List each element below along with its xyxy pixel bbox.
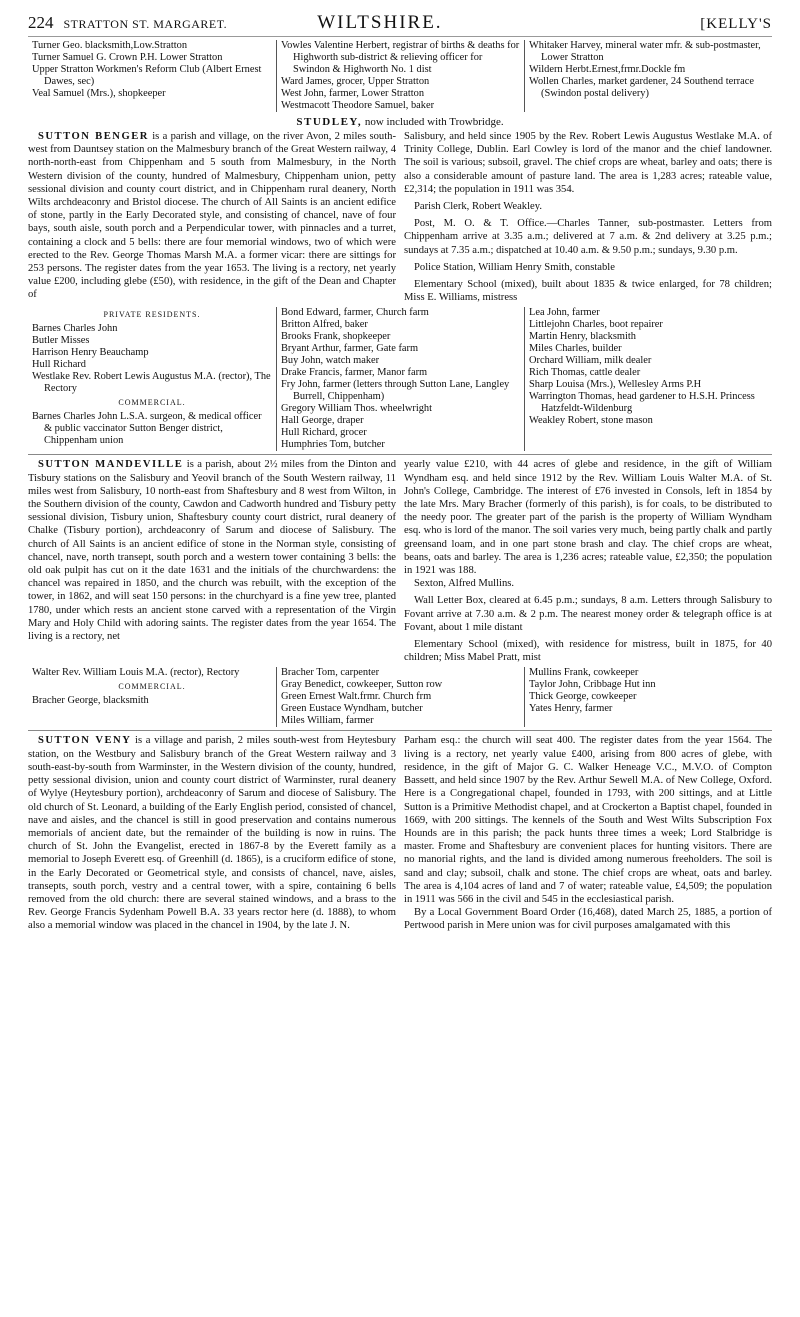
list-item: Green Eustace Wyndham, butcher — [281, 703, 423, 715]
police-station: Police Station, William Henry Smith, constable — [414, 261, 615, 273]
wall-letter-box: Wall Letter Box, cleared at 6.45 p.m.; sundays, 8 a.m. Letters through Salisbury to Fovant arrive at 7.30 a.m. & 2 p.m. The nearest money order & telegraph office is at Fovant, about 1 mile distant — [404, 595, 772, 633]
list-item: Britton Alfred, baker — [281, 319, 368, 331]
list-item: Gray Benedict, cowkeeper, Sutton row — [281, 679, 443, 691]
studley-text: now included with Trowbridge. — [364, 116, 504, 128]
list-item: Littlejohn Charles, boot repairer — [529, 319, 663, 331]
parish-text: is a parish and village, on the river Avon, 2 miles south-west from Dauntsey station on the Malmesbury branch of the Great Western railway, 4 north-north-east from Chippenham and 5 south from Malmesbury, in the North Western division of the county, hundred of Malmesbury, Chippenham union, petty sessional division and county court district, and in Chippenham rural deanery, North Wilts archdeaconry and Bristol diocese. The church of All Saints is an ancient edifice of stone, partly in the Early Decorated style, and consisting of chancel, nave of four bays, south aisle, south porch and a Perpendicular tower, with pinnacles and a turret, containing a clock and 5 bells: there are four memorial windows, two of which were erected to the Rev. George Thomas Marsh M.A. a former vicar: there are sittings for 253 persons. The register dates from the year 1653. The living is a rectory, net yearly value £200, including glebe (£50), with residence, in the gift of the Dean and Chapter of — [28, 131, 396, 301]
section-divider — [28, 730, 772, 731]
list-item: Humphries Tom, butcher — [281, 439, 385, 451]
list-item: Orchard William, milk dealer — [529, 355, 652, 367]
list-item: Green Ernest Walt.frmr. Church frm — [281, 691, 432, 703]
section-divider — [28, 454, 772, 455]
parish-name: SUTTON VENY — [38, 735, 132, 747]
list-item: Bracher George, blacksmith — [32, 695, 149, 707]
list-item: Miles Charles, builder — [529, 343, 622, 355]
elementary-school: Elementary School (mixed), built about 1835 & twice enlarged, for 78 children; Miss E. Williams, mistress — [404, 279, 772, 304]
commercial-heading: COMMERCIAL. — [118, 398, 186, 408]
list-item: Martin Henry, blacksmith — [529, 331, 636, 343]
sexton: Sexton, Alfred Mullins. — [414, 578, 515, 590]
elementary-school: Elementary School (mixed), with residence for mistress, built in 1875, for 40 children; Miss Mabel Pratt, mist — [404, 639, 772, 664]
list-item: Wildern Herbt.Ernest,frmr.Dockle fm — [529, 64, 686, 75]
parish-text: is a parish, about 2½ miles from the Dinton and Tisbury stations on the Salisbury and Yeovil branch of the South Western railway, 11 miles west from Salisbury, 10 north-east from Shaftesbury and 8 west from Wilton, in the Southern division of the county, Cawdon and Cadworth hundred and Tisbury petty sessional division, Tisbury union, Shaftesbury county court district, rural deanery of Chalke (Tisbury portion), archdeaconry of Sarum and diocese of Salisbury. The church of All Saints is an ancient edifice of stone in the Norman style, consisting of chancel, nave, north transept, south porch and a western tower containing 3 bells: the old oak pulpit has cut on it the date 1631 and the initials of the churchwardens: the chancel was repaired in 1850, and the church was rebuilt, with the exception of the tower, in 1862, and will seat 150 persons: in the churchyard is a fine yew tree, planted 1780, under which rests an ancient stone carved with a representation of the Virgin Mary and Holy Child with adoring saints. The register dates from the year 1654. The living is a rectory, net — [28, 459, 397, 643]
parish-name: SUTTON BENGER — [38, 131, 149, 142]
list-item: Veal Samuel (Mrs.), shopkeeper — [32, 88, 166, 99]
list-item: Westmacott Theodore Samuel, baker — [281, 100, 435, 111]
list-item: Gregory William Thos. wheelwright — [281, 403, 432, 415]
sm-col2 — [276, 667, 524, 727]
list-item: Bracher Tom, carpenter — [281, 667, 380, 679]
stratton-col1 — [28, 40, 276, 112]
list-item: Fry John, farmer (letters through Sutton Lane, Langley Burrell, Chippenham) — [281, 379, 510, 403]
sutton-veny-left — [28, 734, 396, 932]
list-item: Miles William, farmer — [281, 715, 374, 727]
running-county: WILTSHIRE. — [317, 12, 443, 33]
page-header — [28, 12, 772, 37]
list-item: Warrington Thomas, head gardener to H.S.H. Princess Hatzfeldt-Wildenburg — [529, 391, 755, 415]
sb-col1 — [28, 307, 276, 451]
list-item: Westlake Rev. Robert Lewis Augustus M.A. (rector), The Rectory — [32, 371, 271, 395]
list-item: Rich Thomas, cattle dealer — [529, 367, 641, 379]
parish-text-continued: Parham esq.: the church will seat 400. The register dates from the year 1564. The living is a rectory, net yearly value £400, arising from 800 acres of glebe, with residence, in the gift of Major G. C. Walker Heneage V.C., M.V.O. of Compton Bassett, and held since 1907 by the Rev. Arthur Sewell M.A. of New College, Oxford. Here is a Congregational chapel, founded in 1793, with 200 sittings, and at Little Sutton is a Primitive Methodist chapel, and at Crockerton a Baptist chapel, founded in 1669, with 200 sittings. The kennels of the South and West Wilts Subscription Fox Hounds are in this parish; the pack hunts three times a week; Lord Stalbridge is master. Frome and Shaftesbury are convenient places for hunting visitors. There are no manorial rights, and the land is divided among numerous freeholders. The soil is sand and clay; subsoil, chalk and stone. The chief crops are wheat, oats and barley. The area is 4,104 acres of land and 7 of water; rateable value, £4,509; the population in 1911 was 566 in the civil and 545 in the ecclesiastical parish. — [404, 735, 772, 905]
list-item: West John, farmer, Lower Stratton — [281, 88, 425, 99]
list-item: Sharp Louisa (Mrs.), Wellesley Arms P.H — [529, 379, 702, 391]
parish-name: SUTTON MANDEVILLE — [38, 459, 184, 471]
stratton-col3 — [524, 40, 772, 112]
list-item: Buy John, watch maker — [281, 355, 380, 367]
list-item: Vowles Valentine Herbert, registrar of births & deaths for Highworth sub-district & relieving officer for Swindon & Highworth No. 1 dist — [281, 40, 520, 75]
list-item: Weakley Robert, stone mason — [529, 415, 653, 427]
list-item: Hull Richard — [32, 359, 86, 371]
sutton-veny-description — [28, 734, 772, 932]
list-item: Turner Samuel G. Crown P.H. Lower Stratton — [32, 52, 223, 63]
publisher-mark: [KELLY'S — [700, 16, 772, 32]
sutton-mandeville-residents — [28, 667, 772, 727]
list-item: Wollen Charles, market gardener, 24 Southend terrace (Swindon postal delivery) — [529, 76, 754, 99]
sm-col3 — [524, 667, 772, 727]
sutton-benger-left — [28, 130, 396, 304]
running-place: STRATTON ST. MARGARET. — [63, 17, 228, 31]
list-item: Upper Stratton Workmen's Reform Club (Albert Ernest Dawes, sec) — [32, 64, 262, 87]
parish-clerk: Parish Clerk, Robert Weakley. — [414, 201, 543, 213]
list-item: Lea John, farmer — [529, 307, 600, 319]
list-item: Barnes Charles John — [32, 323, 118, 335]
parish-text-continued: yearly value £210, with 44 acres of glebe and residence, in the gift of William Wyndham esq. and held since 1912 by the Rev. William Louis Walter M.A. of St. John's College, Cambridge. The interest of £76 invested in Consols, left in 1854 by the late Mrs. Mary Bracher (formerly of this parish), is for coals, to be distributed to the needy poor. The greater part of the parish is the property of William Wyndham esq. who is lord of the manor. The soil varies very much, being partly chalk and partly greensand loam, and in one part stone brash and clay. The chief crops are wheat, beans, oats and barley. The area is 1,236 acres; rateable value, £2,350; the population in 1921 was 188. — [404, 459, 772, 577]
commercial-heading: COMMERCIAL. — [118, 682, 186, 692]
studley-name: STUDLEY, — [296, 116, 363, 128]
sb-col3 — [524, 307, 772, 451]
parish-text: is a village and parish, 2 miles south-west from Heytesbury station, on the Westbury and Salisbury branch of the Great Western railway and 3 south-east-by-south from Warminster, in the Western division of the county, hundred, petty sessional division, union and county court district of Warminster, rural deanery of Wylye (Heytesbury portion), archdeaconry of Sarum and diocese of Salisbury. The old church of St. Leonard, a building of the Early English period, consisted of chancel, nave and aisles, and the chancel is still in good preservation and contains numerous memorials of ancient date, but the remainder of the building is now in ruins. The church of St. John the Evangelist, erected in 1867-8 by the Everett family as a memorial to Joseph Everett esq. of Greenhill (d. 1865), is a cruciform edifice of stone, in the Early Decorated or Geometrical style, and consists of chancel, nave, aisles, transepts, south porch, vestry and a central tower, with a spire, containing 6 bells removed from the old church: there are several stained windows, and a brass to the Rev. George Francis Sydenham Powell B.A. 33 years rector here (d. 1888), to whom also a memorial window was placed in the chancel in 1904, by the late J. N. — [28, 735, 396, 932]
list-item: Mullins Frank, cowkeeper — [529, 667, 639, 679]
list-item: Walter Rev. William Louis M.A. (rector), Rectory — [32, 667, 240, 679]
list-item: Taylor John, Cribbage Hut inn — [529, 679, 656, 691]
list-item: Bryant Arthur, farmer, Gate farm — [281, 343, 419, 355]
sutton-veny-right — [404, 734, 772, 932]
private-heading: PRIVATE RESIDENTS. — [103, 310, 201, 320]
list-item: Ward James, grocer, Upper Stratton — [281, 76, 430, 87]
sutton-benger-description — [28, 130, 772, 304]
list-item: Bond Edward, farmer, Church farm — [281, 307, 429, 319]
sutton-mandeville-description — [28, 458, 772, 664]
stratton-list — [28, 40, 772, 112]
sutton-benger-right — [404, 130, 772, 304]
post-office: Post, M. O. & T. Office.—Charles Tanner, sub-postmaster. Letters from Chippenham arrive at 3.35 a.m.; delivered at 7 a.m. & 2nd delivery at 3.25 p.m.; sundays at 7.35 a.m.; dispatched at 10.40 a.m. & 9.50 p.m.; sundays, 9.30 p.m. — [404, 218, 772, 256]
parish-text-continued: Salisbury, and held since 1905 by the Rev. Robert Lewis Augustus Westlake M.A. of Trinity College, Dublin. Earl Cowley is lord of the manor and the chief landowner. The soil is various; subsoil, gravel. The chief crops are wheat, barley and oats; there is also a considerable amount of pasture land. The area is 1,283 acres; rateable value, £2,314; the population in 1911 was 354. — [404, 131, 772, 195]
sm-col1 — [28, 667, 276, 727]
sutton-benger-residents — [28, 307, 772, 451]
list-item: Hall George, draper — [281, 415, 364, 427]
sutton-mandeville-right — [404, 458, 772, 664]
parish-text-order: By a Local Government Board Order (16,468), dated March 25, 1885, a portion of Pertwood parish in Mere union was for civil purposes amalgamated with this — [404, 907, 772, 932]
list-item: Butler Misses — [32, 335, 90, 347]
stratton-col2 — [276, 40, 524, 112]
list-item: Hull Richard, grocer — [281, 427, 367, 439]
studley-note — [28, 116, 772, 128]
list-item: Barnes Charles John L.S.A. surgeon, & medical officer & public vaccinator Sutton Benger district, Chippenham union — [32, 411, 262, 447]
list-item: Whitaker Harvey, mineral water mfr. & sub-postmaster, Lower Stratton — [529, 40, 761, 63]
sb-col2 — [276, 307, 524, 451]
list-item: Yates Henry, farmer — [529, 703, 613, 715]
list-item: Thick George, cowkeeper — [529, 691, 637, 703]
page-number: 224 — [28, 13, 54, 32]
list-item: Harrison Henry Beauchamp — [32, 347, 149, 359]
sutton-mandeville-left — [28, 458, 396, 664]
list-item: Turner Geo. blacksmith,Low.Stratton — [32, 40, 188, 51]
list-item: Brooks Frank, shopkeeper — [281, 331, 391, 343]
list-item: Drake Francis, farmer, Manor farm — [281, 367, 428, 379]
directory-page — [28, 12, 772, 933]
